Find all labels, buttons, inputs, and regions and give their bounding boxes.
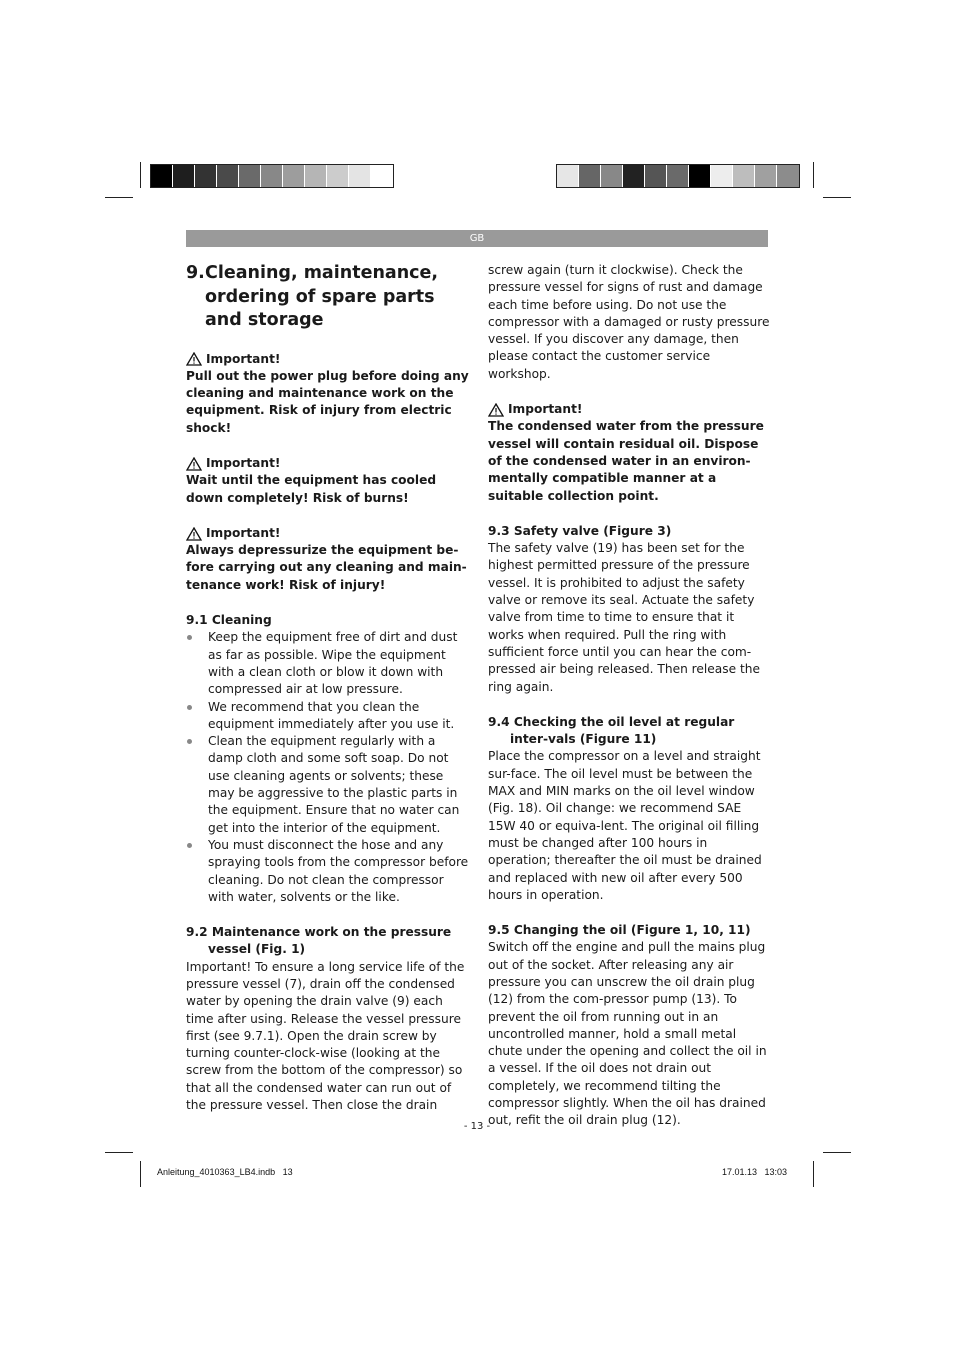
paragraph: Important! To ensure a long service life of the pressure vessel (7), drain off the condensed water by opening the drain valve (9) each time after using. Release the vessel pressure first (see 9.7.1). Open the drain screw by turning counter-clock-wise (looking at the screw from the bottom of the compressor) so that all the condensed water can run out of the pressure vessel. Then close the drain xyxy=(186,959,465,1113)
list-item: We recommend that you clean the equipment immediately after you use it. xyxy=(186,699,470,734)
left-column xyxy=(186,262,470,1114)
warning-text: Pull out the power plug before doing any cleaning and maintenance work on the equipment. Risk of injury from electric shock! xyxy=(186,368,469,435)
color-swatch xyxy=(777,165,799,187)
color-swatch xyxy=(557,165,579,187)
crop-mark xyxy=(140,1161,141,1187)
footer-date: 17.01.13 13:03 xyxy=(722,1167,788,1177)
color-swatch xyxy=(195,165,217,187)
footer-filename: Anleitung_4010363_LB4.indb 13 xyxy=(157,1167,293,1177)
color-swatch xyxy=(623,165,645,187)
color-swatch xyxy=(217,165,239,187)
paragraph: screw again (turn it clockwise). Check the pressure vessel for signs of rust and damage each time before using. Do not use the compressor with a damaged or rusty pressure vessel. If you discover any damage, then please contact the customer service workshop. xyxy=(488,263,770,381)
warning-text: The condensed water from the pressure vessel will contain residual oil. Dispose of the condensed water in an environ-mentally compatible manner at a suitable collection point. xyxy=(488,419,764,503)
warning-title xyxy=(186,455,470,472)
color-swatch xyxy=(579,165,601,187)
warning-title xyxy=(488,401,772,418)
crop-mark xyxy=(823,197,851,198)
bullet-icon xyxy=(187,843,192,848)
color-swatch xyxy=(283,165,305,187)
color-swatch xyxy=(261,165,283,187)
warning-triangle-icon xyxy=(186,352,202,366)
section-heading xyxy=(186,262,470,333)
warning-triangle-icon xyxy=(186,527,202,541)
list-item: Clean the equipment regularly with a damp cloth and some soft soap. Do not use cleaning agents or solvents; these may be aggressive to the plastic parts in the equipment. Ensure that no water can get into the interior of the equipment. xyxy=(186,733,470,837)
color-swatch xyxy=(349,165,371,187)
bullet-icon xyxy=(187,739,192,744)
section-title: Cleaning, maintenance, ordering of spare parts and storage xyxy=(205,263,439,330)
section-number: 9. xyxy=(186,263,205,283)
paragraph: Place the compressor on a level and straight sur-face. The oil level must be between the MAX and MIN marks on the oil level window (Fig. 18). Oil change: we recommend SAE 15W 40 or equiva-lent. The original oil filling must be changed after 100 hours in operation; thereafter the oil must be drained and replaced with new oil after every 500 hours in operation. xyxy=(488,749,762,902)
color-swatch xyxy=(733,165,755,187)
warning-text: Always depressurize the equipment be-fore carrying out any cleaning and main-tenance work! Risk of injury! xyxy=(186,543,467,592)
color-swatch xyxy=(711,165,733,187)
color-swatch xyxy=(151,165,173,187)
color-swatch xyxy=(371,165,393,187)
color-swatch xyxy=(689,165,711,187)
right-column xyxy=(488,262,772,1130)
crop-mark xyxy=(105,197,133,198)
subsection-title: 9.2 Maintenance work on the pressure vessel (Fig. 1) xyxy=(186,925,452,957)
warning-title-text: Important! xyxy=(206,455,281,470)
bullet-icon xyxy=(187,635,192,640)
color-bar-left xyxy=(150,164,394,188)
warning-block xyxy=(186,525,470,594)
color-swatch xyxy=(305,165,327,187)
subsection-title: 9.4 Checking the oil level at regular inter-vals (Figure 11) xyxy=(488,714,735,747)
warning-block xyxy=(186,455,470,507)
page-number: - 13 - xyxy=(463,1121,491,1132)
subsection-title: 9.3 Safety valve (Figure 3) xyxy=(488,523,672,538)
warning-text: Wait until the equipment has cooled down completely! Risk of burns! xyxy=(186,473,437,505)
crop-mark xyxy=(823,1152,851,1153)
list-item: You must disconnect the hose and any spraying tools from the compressor before cleaning. Do not clean the compressor with water, solvents or the like. xyxy=(186,837,470,906)
bullet-icon xyxy=(187,705,192,710)
warning-block xyxy=(186,351,470,437)
color-swatch xyxy=(173,165,195,187)
subsection-title: 9.5 Changing the oil (Figure 1, 10, 11) xyxy=(488,923,751,938)
warning-title xyxy=(186,351,470,368)
warning-title-text: Important! xyxy=(206,525,281,540)
crop-mark xyxy=(105,1152,133,1153)
list-item: Keep the equipment free of dirt and dust as far as possible. Wipe the equipment with a clean cloth or blow it down with compressed air at low pressure. xyxy=(186,629,470,698)
color-swatch xyxy=(327,165,349,187)
language-tab: GB xyxy=(186,230,768,247)
paragraph: The safety valve (19) has been set for the highest permitted pressure of the pressure vessel. It is prohibited to adjust the safety valve or remove its seal. Actuate the safety valve from time to time to ensure that it works when required. Pull the ring with sufficient force until you can hear the com-pressed air being released. Then release the ring again. xyxy=(488,541,760,694)
crop-mark xyxy=(140,162,141,188)
crop-mark xyxy=(813,1161,814,1187)
color-swatch xyxy=(755,165,777,187)
cleaning-list xyxy=(186,629,470,906)
subsection-title: 9.1 Cleaning xyxy=(186,613,272,628)
color-swatch xyxy=(667,165,689,187)
color-bar-right xyxy=(556,164,800,188)
crop-mark xyxy=(813,162,814,188)
warning-title-text: Important! xyxy=(206,351,281,366)
paragraph: Switch off the engine and pull the mains plug out of the socket. After releasing any air pressure you can unscrew the oil drain plug (12) from the com-pressor pump (13). To prevent the oil from running out in an uncontrolled manner, hold a small metal chute under the opening and collect the oil in a vessel. If the oil does not drain out completely, we recommend tilting the compressor slightly. When the oil has drained out, refit the oil drain plug (12). xyxy=(488,940,767,1128)
warning-block xyxy=(488,401,772,505)
color-swatch xyxy=(239,165,261,187)
warning-title-text: Important! xyxy=(508,402,583,417)
warning-triangle-icon xyxy=(488,403,504,417)
color-swatch xyxy=(601,165,623,187)
warning-title xyxy=(186,525,470,542)
color-swatch xyxy=(645,165,667,187)
warning-triangle-icon xyxy=(186,457,202,471)
